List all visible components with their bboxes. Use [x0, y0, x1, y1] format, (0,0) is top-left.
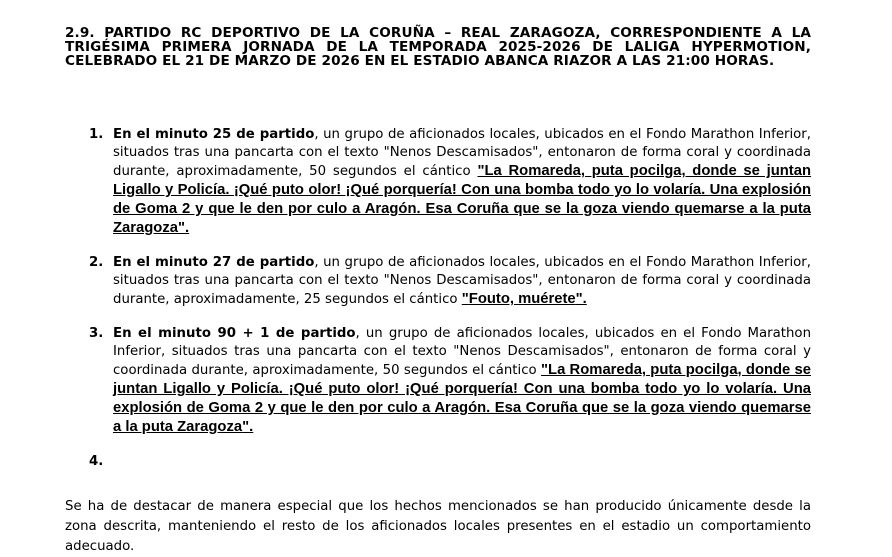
chant-quote-open: " — [461, 291, 469, 307]
list-item — [89, 126, 811, 238]
item-minute: En el minuto 90 + 1 de partido — [113, 326, 356, 341]
chant-quote-open: " — [541, 362, 549, 378]
item-number: 1. — [89, 127, 104, 142]
list-item — [89, 453, 811, 471]
item-minute: En el minuto 27 de partido — [113, 255, 315, 270]
chant-quote-open: " — [477, 163, 485, 179]
chant-quote-close: ". — [575, 291, 587, 307]
chant-text: Fouto, muérete — [468, 291, 576, 307]
closing-paragraph: Se ha de destacar de manera especial que los hechos mencionados se han producido únicamente desde la zona descrita, manteniendo el resto de los aficionados locales presentes en el estadio un comportamiento adecuado. — [65, 499, 811, 554]
item-description: , un grupo de aficionados locales, ubicados en el Fondo Marathon Inferior, situados tras una pancarta con el texto "Nenos Descamisados", entonaron de forma coral y coordinada durante, aproximadamente, 50 segundos el cántico — [113, 127, 811, 179]
item-minute: En el minuto 25 de partido — [113, 127, 315, 142]
item-description: , un grupo de aficionados locales, ubicados en el Fondo Marathon Inferior, situados tras una pancarta con el texto "Nenos Descamisados", entonaron de forma coral y coordinada durante, aproximadamente, 25 segundos el cántico — [113, 255, 811, 307]
item-number: 2. — [89, 255, 104, 270]
chant-text: La Romareda, puta pocilga, donde se juntan Ligallo y Policía. ¡Qué puto olor! ¡Qué porquería! Con una bomba todo yo lo volaría. Una explosión de Goma 2 y que le den por culo a Aragón. Esa Coruña que se la goza viendo quemarse a la puta Zaragoza — [113, 362, 811, 435]
chant-quote-close: ". — [242, 419, 254, 435]
chant-quote-close: ". — [177, 220, 190, 236]
incident-list — [89, 126, 811, 487]
list-item — [89, 254, 811, 309]
chant-text: La Romareda, puta pocilga, donde se juntan Ligallo y Policía. ¡Qué puto olor! ¡Qué porquería! Con una bomba todo yo lo volaría. Una explosión de Goma 2 y que le den por culo a Aragón. Esa Coruña que se la goza viendo quemarse a la puta Zaragoza — [113, 163, 811, 236]
item-number: 4. — [89, 454, 104, 469]
list-item — [89, 325, 811, 437]
item-description: , un grupo de aficionados locales, ubicados en el Fondo Marathon Inferior, situados tras una pancarta con el texto "Nenos Descamisados", entonaron de forma coral y coordinada durante, aproximadamente, 50 segundos el cántico — [113, 326, 811, 378]
section-heading: 2.9. PARTIDO RC DEPORTIVO DE LA CORUÑA – REAL ZARAGOZA, CORRESPONDIENTE A LA TRIGÉSIMA PRIMERA JORNADA DE LA TEMPORADA 2025-2026 DE LALIGA HYPERMOTION, CELEBRADO EL 21 DE MARZO DE 2026 EN EL ESTADIO ABANCA RIAZOR A LAS 21:00 HORAS. — [65, 25, 811, 69]
item-number: 3. — [89, 326, 104, 341]
